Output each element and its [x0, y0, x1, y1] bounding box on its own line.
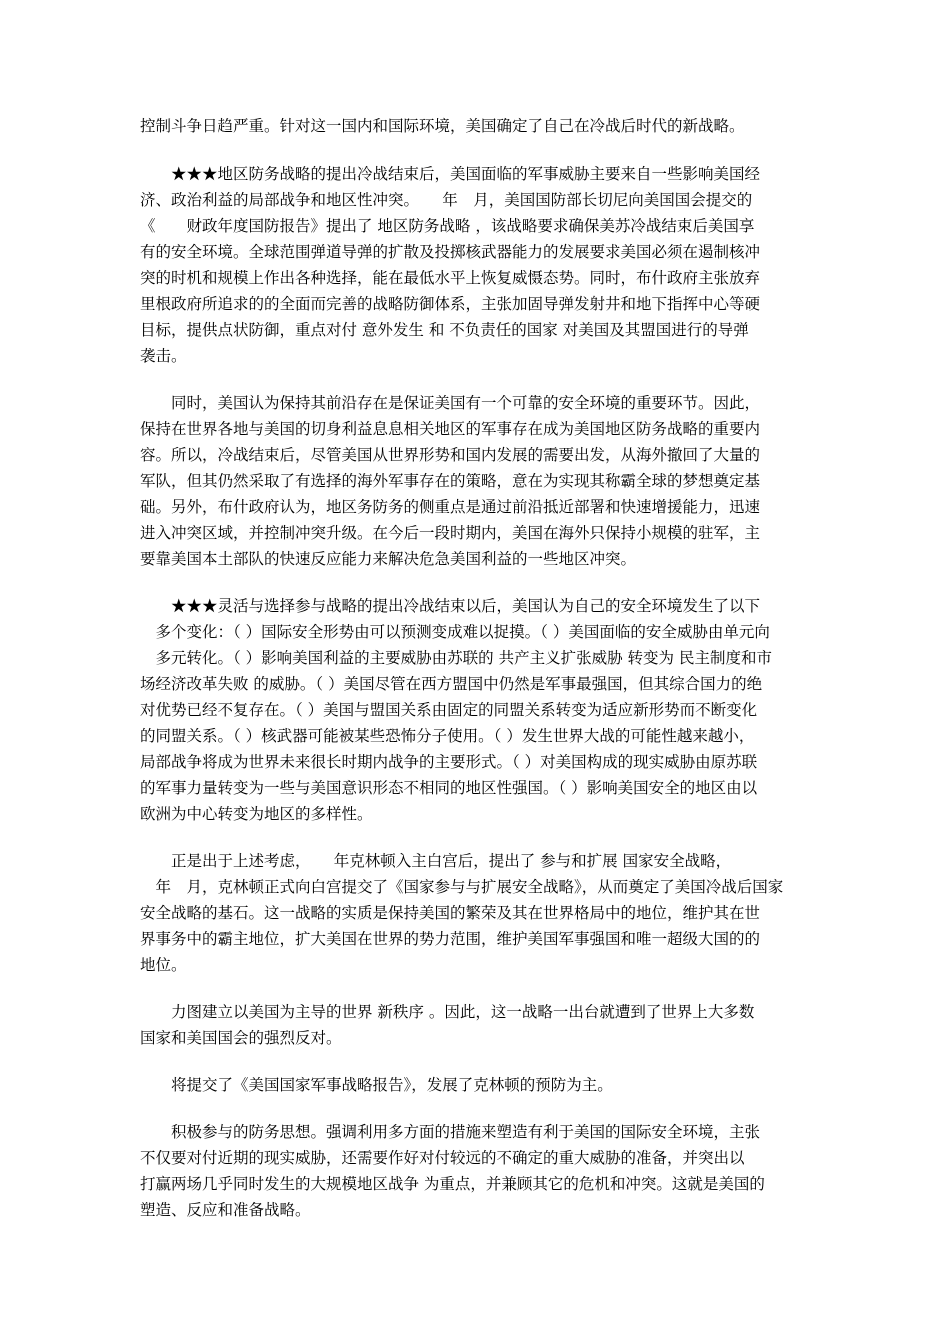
text-line: 安全战略的基石。这一战略的实质是保持美国的繁荣及其在世界格局中的地位，维护其在世 [140, 904, 761, 922]
text-line: 控制斗争日趋严重。针对这一国内和国际环境，美国确定了自己在冷战后时代的新战略。 [140, 117, 745, 135]
text-line: 界事务中的霸主地位，扩大美国在世界的势力范围，维护美国军事强国和唯一超级大国的的 [140, 930, 761, 948]
text-line: 的军事力量转变为一些与美国意识形态不相同的地区性强国。（ ）影响美国安全的地区由以 [140, 779, 758, 797]
text-line: 目标，提供点状防御，重点对付 意外发生 和 不负责任的国家 对美国及其盟国进行的导弹 [140, 321, 749, 339]
text-line: 对优势已经不复存在。（ ）美国与盟国关系由固定的同盟关系转变为适应新形势而不断变化 [140, 701, 758, 719]
text-line: 积极参与的防务思想。强调利用多方面的措施来塑造有利于美国的国际安全环境，主张 [140, 1123, 761, 1141]
text-line: 袭击。 [140, 347, 187, 365]
text-line: 地位。 [140, 956, 187, 974]
text-line: 《 财政年度国防报告》提出了 地区防务战略 ，该战略要求确保美苏冷战结束后美国享 [140, 217, 755, 235]
text-line: 欧洲为中心转变为地区的多样性。 [140, 805, 373, 823]
text-line: ★★★地区防务战略的提出冷战结束后，美国面临的军事威胁主要来自一些影响美国经 [140, 165, 761, 183]
text-line: 场经济改革失败 的威胁。（ ）美国尽管在西方盟国中仍然是军事最强国，但其综合国力的绝 [140, 675, 763, 693]
text-line: 同时，美国认为保持其前沿存在是保证美国有一个可靠的安全环境的重要环节。因此， [140, 394, 761, 412]
text-line: 进入冲突区域，并控制冲突升级。在今后一段时期内，美国在海外只保持小规模的驻军，主 [140, 524, 761, 542]
text-line: 塑造、反应和准备战略。 [140, 1201, 311, 1219]
text-line: 正是出于上述考虑， 年克林顿入主白宫后，提出了 参与和扩展 国家安全战略， [140, 852, 732, 870]
text-line: 础。另外，布什政府认为，地区务防务的侧重点是通过前沿抵近部署和快速增援能力，迅速 [140, 498, 761, 516]
text-line: 突的时机和规模上作出各种选择，能在最低水平上恢复威慑态势。同时，布什政府主张放弃 [140, 269, 761, 287]
text-line: 济、政治利益的局部战争和地区性冲突。 年 月，美国国防部长切尼向美国国会提交的 [140, 191, 753, 209]
text-line: 国家和美国国会的强烈反对。 [140, 1029, 342, 1047]
text-line: 的同盟关系。（ ）核武器可能被某些恐怖分子使用。（ ）发生世界大战的可能性越来越小， [140, 727, 755, 745]
text-line: 多元转化。（ ）影响美国利益的主要威胁由苏联的 共产主义扩张威胁 转变为 民主制度和市 [140, 649, 772, 667]
text-line: 将提交了《美国国家军事战略报告》，发展了克林顿的预防为主。 [140, 1076, 613, 1094]
text-line: 局部战争将成为世界未来很长时期内战争的主要形式。（ ）对美国构成的现实威胁由原苏联 [140, 753, 758, 771]
text-line: 打赢两场几乎同时发生的大规模地区战争 为重点，并兼顾其它的危机和冲突。这就是美国的 [140, 1175, 765, 1193]
text-line: 年 月，克林顿正式向白宫提交了《国家参与与扩展安全战略》，从而奠定了美国冷战后国家 [140, 878, 784, 896]
text-line: ★★★灵活与选择参与战略的提出冷战结束以后，美国认为自己的安全环境发生了以下 [140, 597, 761, 615]
text-line: 保持在世界各地与美国的切身利益息息相关地区的军事存在成为美国地区防务战略的重要内 [140, 420, 761, 438]
text-line: 里根政府所追求的的全面而完善的战略防御体系，主张加固导弹发射井和地下指挥中心等硬 [140, 295, 761, 313]
text-line: 力图建立以美国为主导的世界 新秩序 。因此，这一战略一出台就遭到了世界上大多数 [140, 1003, 755, 1021]
text-line: 有的安全环境。全球范围弹道导弹的扩散及投掷核武器能力的发展要求美国必须在遏制核冲 [140, 243, 761, 261]
text-line: 多个变化：（ ）国际安全形势由可以预测变成难以捉摸。（ ）美国面临的安全威胁由单元向 [140, 623, 770, 641]
text-line: 容。所以，冷战结束后，尽管美国从世界形势和国内发展的需要出发，从海外撤回了大量的 [140, 446, 761, 464]
text-line: 军队，但其仍然采取了有选择的海外军事存在的策略，意在为实现其称霸全球的梦想奠定基 [140, 472, 761, 490]
text-line: 不仅要对付近期的现实威胁，还需要作好对付较远的不确定的重大威胁的准备，并突出以 [140, 1149, 745, 1167]
text-line: 要靠美国本土部队的快速反应能力来解决危急美国利益的一些地区冲突。 [140, 550, 637, 568]
